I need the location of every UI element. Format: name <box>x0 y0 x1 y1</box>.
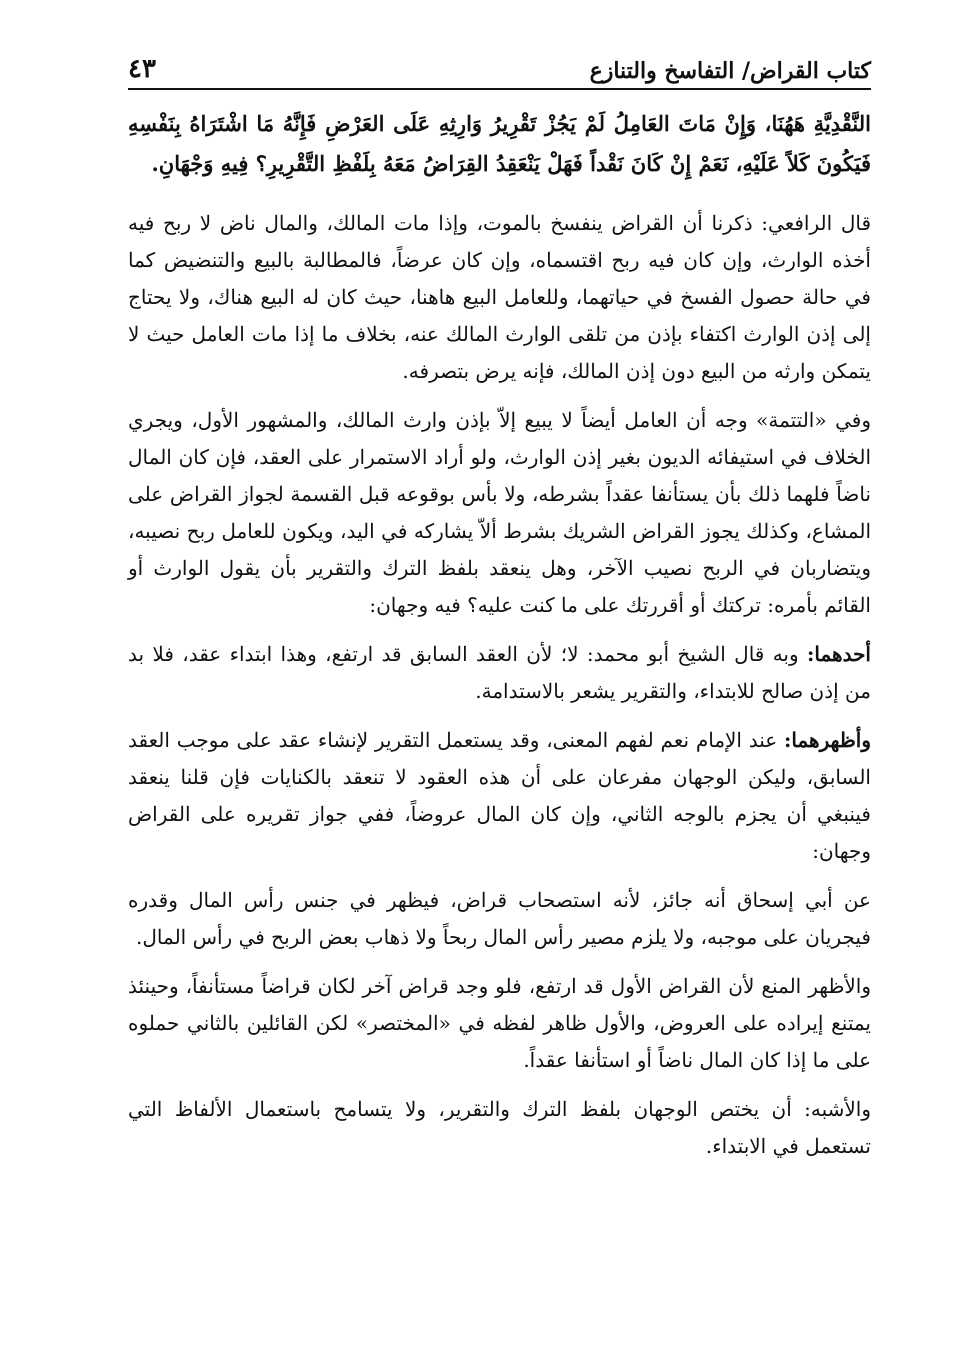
commentary-paragraph-3 <box>128 636 871 710</box>
commentary-paragraph-7 <box>128 1091 871 1165</box>
paragraph-lead: أحدهما: <box>806 642 871 666</box>
running-title: كتاب القراض/ التفاسخ والتنازع <box>589 58 871 84</box>
paragraph-text: عند الإمام نعم لفهم المعنى، وقد يستعمل التقرير لإنشاء عقد على موجب العقد السابق، وليكن الوجهان مفرعان على أن هذه العقود لا تنعقد بالكنايات فإن قلنا ينعقد فينبغي أن يجزم بالوجه الثاني، وإن كان المال عروضاً، ففي جواز تقريره على القراض وجهان: <box>128 728 871 863</box>
commentary-paragraph-2 <box>128 402 871 624</box>
paragraph-lead: وأظهرهما: <box>784 728 871 752</box>
paragraph-text: عن أبي إسحاق أنه جائز، لأنه استصحاب قراض، فيظهر في جنس رأس المال وقدره فيجريان على موجبه، ولا يلزم مصير رأس المال ربحاً ولا ذهاب بعض الربح في رأس المال. <box>128 888 871 949</box>
paragraph-text: وبه قال الشيخ أبو محمد: لا؛ لأن العقد السابق قد ارتفع، وهذا ابتداء عقد، فلا بد من إذن صالح للابتداء، والتقرير يشعر بالاستدامة. <box>128 642 871 703</box>
commentary-paragraph-5 <box>128 882 871 956</box>
paragraph-text: والأظهر المنع لأن القراض الأول قد ارتفع، فلو وجد قراض آخر لكان قراضاً مستأنفاً، وحينئذ يمتنع إيراده على العروض، والأول ظاهر لفظه في «المختصر» لكن القائلين بالثاني حملوه على ما إذا كان المال ناضاً أو استأنفا عقداً. <box>128 974 871 1072</box>
commentary-paragraph-1 <box>128 205 871 390</box>
page-header <box>128 40 871 90</box>
paragraph-text: قال الرافعي: ذكرنا أن القراض ينفسخ بالموت، وإذا مات المالك، والمال ناض لا ربح فيه أخذه الوارث، وإن كان فيه ربح اقتسماه، وإن كان عرضاً، فالمطالبة بالبيع والتنضيض كما في حالة حصول الفسخ في حياتهما، وللعامل البيع هاهنا، حيث كان له البيع هناك، ولا يحتاج إلى إذن الوارث اكتفاء بإذن من تلقى الوارث المالك عنه، بخلاف ما إذا مات العامل حيث لا يتمكن وارثه من البيع دون إذن المالك، فإنه يرض بتصرفه. <box>128 211 871 383</box>
page-number: ٤٣ <box>128 54 156 84</box>
commentary-paragraph-4 <box>128 722 871 870</box>
commentary-paragraph-6 <box>128 968 871 1079</box>
paragraph-text: والأشبه: أن يختص الوجهان بلفظ الترك والتقرير، ولا يتسامح باستعمال الألفاظ التي تستعمل في الابتداء. <box>128 1097 871 1158</box>
paragraph-text: وفي «التتمة» وجه أن العامل أيضاً لا يبيع إلاّ بإذن وارث المالك، والمشهور الأول، ويجري الخلاف في استيفائه الديون بغير إذن الوارث، ولو أراد الاستمرار على العقد، فإن كان المال ناضاً فلهما ذلك بأن يستأنفا عقداً بشرطه، ولا بأس بوقوعه قبل القسمة لجواز القراض على المشاع، وكذلك يجوز القراض الشريك بشرط ألاّ يشاركه في اليد، ويكون للعامل ربح نصيبه، ويتضاربان في الربح نصيب الآخر، وهل ينعقد بلفظ الترك والتقرير بأن يقول الوارث أو القائم بأمره: تركتك أو أقررتك على ما كنت عليه؟ فيه وجهان: <box>128 408 871 617</box>
matn-text: النَّقْدِيَّةِ هَهُنَا، وَإِنْ مَاتَ العَامِلُ لَمْ يَجُزْ تَقْرِيرُ وَارِثِهِ عَلَى العَرْضِ فَإِنَّهُ مَا اشْتَرَاهُ بِنَفْسِهِ فَيَكُونَ كَلاً عَلَيْهِ، نَعَمْ إِنْ كَانَ نَقْداً فَهَلْ يَنْعَقِدُ القِرَاضُ مَعَهُ بِلَفْظِ التَّقْرِيرِ؟ فِيهِ وَجْهَانِ. <box>128 111 871 176</box>
